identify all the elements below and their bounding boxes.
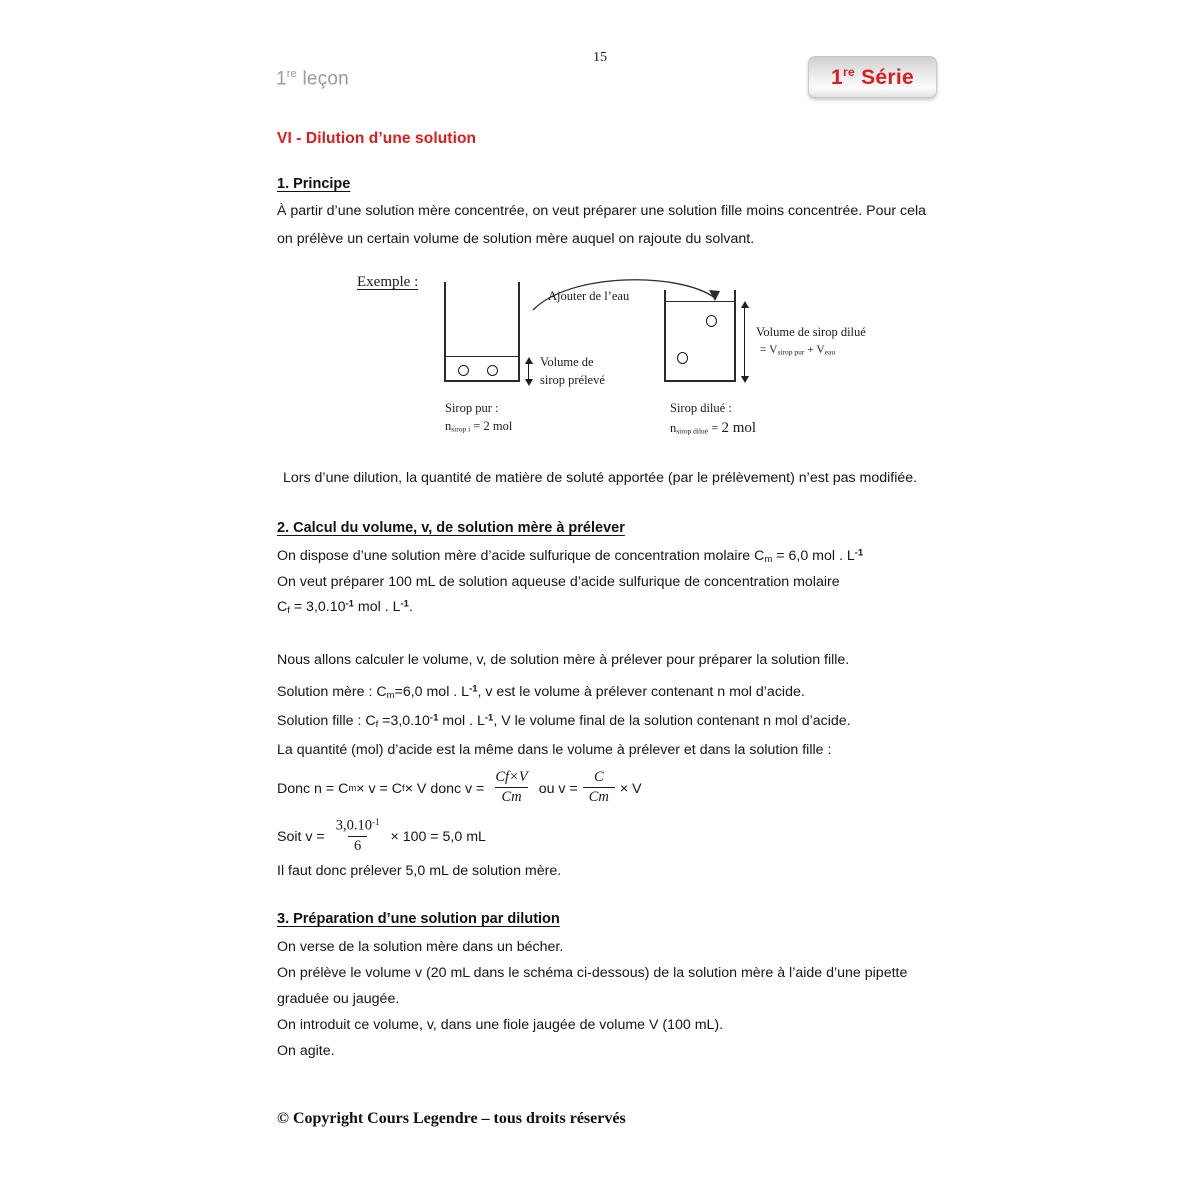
p2-l5a: Solution mère : C — [277, 684, 387, 700]
p2-l1-sup: -1 — [854, 547, 864, 559]
p2-l3b: = 3,0.10 — [289, 599, 346, 615]
beaker-right-wall — [734, 290, 736, 382]
series-badge-label — [831, 65, 914, 90]
paragraph-fiole-jaugee: On introduit ce volume, v, dans une fiole jaugée de volume V (100 mL). — [277, 1017, 724, 1033]
fraction-c-over-cm — [583, 769, 615, 806]
p2-l6-sup1: -1 — [429, 712, 439, 724]
paragraph-principe-line2: on prélève un certain volume de solution mère auquel on rajoute du solvant. — [277, 231, 755, 247]
fraction-denominator: 6 — [348, 836, 367, 855]
right-caption-equals: = — [708, 421, 722, 435]
solute-particle-icon — [487, 365, 498, 376]
p2-l6c: mol . L — [438, 713, 485, 729]
right-measure-mid: + V — [804, 344, 825, 356]
series-badge-ordinal: re — [843, 64, 855, 79]
heading-calcul-volume: 2. Calcul du volume, v, de solution mère à prélever — [277, 520, 625, 536]
left-measure-label-line1: Volume de — [540, 355, 594, 369]
eq1-sub2: f — [402, 783, 405, 794]
paragraph-conclusion-prelever: Il faut donc prélever 5,0 mL de solution mère. — [277, 863, 562, 879]
beaker-concentrated — [444, 282, 520, 382]
paragraph-on-agite: On agite. — [277, 1043, 335, 1059]
fraction-numerator: Cf×V — [495, 769, 528, 785]
figure-example-label: Exemple : — [357, 274, 419, 290]
p2-l3-sup1: -1 — [345, 598, 354, 610]
paragraph-cf-value — [277, 596, 413, 619]
beaker-liquid-surface — [664, 301, 736, 302]
solute-particle-icon — [458, 365, 469, 376]
right-measure-sub2: eau — [824, 347, 836, 357]
header-lesson-word: leçon — [296, 68, 349, 90]
right-caption-quantity — [670, 418, 756, 439]
beaker-diluted — [664, 290, 736, 382]
beaker-liquid-surface — [444, 356, 520, 357]
left-caption-subscript: sirop i — [451, 424, 471, 434]
p2-l3a: C — [277, 599, 288, 615]
equation-numeric-result — [277, 818, 486, 856]
p2-l6-sub: f — [375, 719, 379, 731]
paragraph-nous-allons: Nous allons calculer le volume, v, de solution mère à prélever pour préparer la solution fille. — [277, 652, 850, 668]
eq1-mid1: × v = C — [356, 780, 403, 797]
paragraph-dilution-note: Lors d’une dilution, la quantité de matière de soluté apportée (par le prélèvement) n’est pas modifiée. — [283, 470, 918, 486]
solute-particle-icon — [706, 315, 717, 327]
p2-l5b: =6,0 mol . L — [394, 684, 470, 700]
fraction-denominator: Cm — [495, 787, 527, 806]
p2-l5-sup: -1 — [469, 683, 478, 695]
fraction-3e-1-over-6 — [330, 817, 386, 855]
eq1-prefix: Donc n = C — [277, 780, 349, 797]
left-caption-n: n — [445, 419, 452, 433]
left-measure-label-line2: sirop prélevé — [540, 373, 605, 387]
series-badge-word: Série — [854, 65, 914, 89]
series-badge — [808, 56, 937, 98]
right-caption-subscript: sirop dilué — [676, 426, 709, 436]
eq1-sub1: m — [348, 783, 357, 794]
beaker-base — [664, 380, 736, 382]
right-caption-title: Sirop dilué : — [670, 401, 732, 415]
eq2-suffix: × 100 = 5,0 mL — [390, 828, 486, 845]
eq1-suffix: × V — [619, 780, 642, 797]
equation-dilution-formula — [277, 770, 642, 807]
paragraph-solution-mere-def — [277, 681, 805, 704]
right-volume-measure-arrow — [744, 307, 745, 377]
paragraph-preparer-100ml: On veut préparer 100 mL de solution aqueuse d’acide sulfurique de concentration molaire — [277, 574, 840, 590]
right-measure-label-line1: Volume de sirop dilué — [756, 325, 866, 339]
beaker-left-wall — [664, 290, 666, 382]
footer-copyright: © Copyright Cours Legendre – tous droits réservés — [277, 1110, 626, 1127]
p2-l3c: mol . L — [353, 599, 401, 615]
header-lesson-number: 1 — [276, 68, 287, 90]
p2-l6a: Solution fille : C — [277, 713, 376, 729]
right-caption-value: 2 mol — [721, 420, 757, 436]
p2-l1-sub: m — [764, 554, 773, 566]
fraction-numerator: C — [593, 769, 604, 785]
eq1-mid3: ou v = — [538, 780, 578, 797]
fraction-numerator — [330, 817, 386, 836]
header-lesson-ordinal: re — [286, 68, 297, 80]
eq2-num-base: 3,0.10 — [335, 817, 372, 834]
paragraph-verse-becher: On verse de la solution mère dans un bécher. — [277, 939, 564, 955]
p2-l5c: , v est le volume à prélever contenant n mol d’acide. — [477, 684, 805, 700]
right-measure-sub1: sirop pur — [777, 347, 805, 357]
eq1-mid2: × V donc v = — [404, 780, 485, 797]
paragraph-solution-fille-def — [277, 710, 851, 733]
right-measure-prefix: = V — [760, 344, 778, 356]
paragraph-quantite-egale: La quantité (mol) d’acide est la même dans le volume à prélever et dans la solution fille : — [277, 742, 832, 758]
p2-l1b: = 6,0 mol . L — [772, 548, 855, 564]
series-badge-number: 1 — [831, 65, 843, 89]
paragraph-graduee-jaugee: graduée ou jaugée. — [277, 991, 400, 1007]
left-volume-measure-arrow — [528, 363, 529, 380]
beaker-left-wall — [444, 282, 446, 382]
paragraph-preleve-pipette: On prélève le volume v (20 mL dans le schéma ci-dessous) de la solution mère à l’aide d’une pipette — [277, 965, 908, 981]
fraction-cf-v-over-cm — [489, 769, 533, 806]
dilution-figure — [340, 262, 930, 447]
heading-preparation-dilution: 3. Préparation d’une solution par dilution — [277, 911, 560, 927]
figure-arrow-label: Ajouter de l’eau — [548, 289, 630, 303]
left-caption-value: = 2 mol — [470, 419, 513, 433]
eq2-num-exponent: -1 — [371, 817, 380, 827]
p2-l6-sup2: -1 — [484, 712, 494, 724]
paragraph-principe-line1: À partir d’une solution mère concentrée, on veut préparer une solution fille moins concentrée. Pour cela — [277, 203, 927, 219]
beaker-base — [444, 380, 520, 382]
page-number: 15 — [593, 50, 607, 65]
p2-l6b: =3,0.10 — [378, 713, 430, 729]
p2-l3d: . — [408, 599, 413, 615]
page-title: VI - Dilution d’une solution — [277, 130, 477, 147]
header-lesson-label — [276, 68, 349, 90]
p2-l1a: On dispose d’une solution mère d’acide sulfurique de concentration molaire C — [277, 548, 765, 564]
left-caption-title: Sirop pur : — [445, 401, 499, 415]
fraction-denominator: Cm — [583, 787, 615, 806]
p2-l5-sub: m — [386, 690, 395, 702]
p2-l3-sub: f — [287, 605, 290, 617]
right-caption-n: n — [670, 421, 677, 435]
eq2-prefix: Soit v = — [277, 828, 325, 845]
paragraph-solution-mere-conc — [277, 545, 863, 568]
right-measure-label-line2 — [760, 342, 835, 358]
heading-principe: 1. Principe — [277, 176, 351, 192]
solute-particle-icon — [677, 352, 688, 364]
p2-l6d: , V le volume final de la solution contenant n mol d’acide. — [493, 713, 851, 729]
p2-l3-sup2: -1 — [400, 598, 409, 610]
beaker-right-wall — [518, 282, 520, 382]
left-caption-quantity — [445, 418, 512, 436]
